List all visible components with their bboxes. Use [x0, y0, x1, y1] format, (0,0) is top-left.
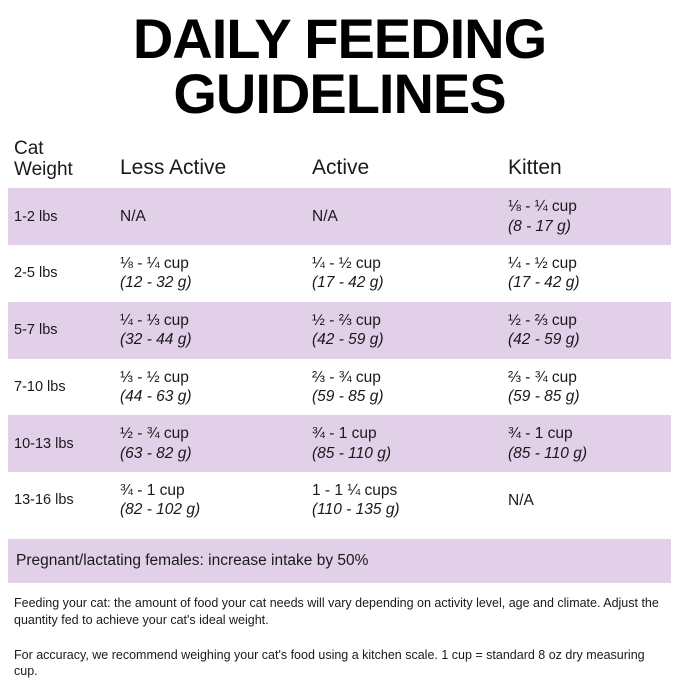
table-header-row: [8, 138, 671, 189]
cell-kitten-amount: ½ - ⅔ cup: [508, 311, 577, 329]
cell-active-grams: (110 - 135 g): [312, 501, 400, 519]
cell-kitten-amount: ¾ - 1 cup: [508, 425, 573, 443]
cell-kitten-amount: ⅔ - ¾ cup: [508, 368, 577, 386]
cell-less-active-amount: ⅓ - ½ cup: [120, 368, 189, 386]
cell-less-active: [112, 472, 304, 529]
pregnant-lactating-note: Pregnant/lactating females: increase intake by 50%: [8, 539, 671, 583]
cell-active-amount: ¼ - ½ cup: [312, 255, 381, 273]
cell-cat-weight: 13-16 lbs: [14, 492, 74, 509]
cell-active-amount: ½ - ⅔ cup: [312, 311, 381, 329]
cell-active-amount: 1 - 1 ¼ cups: [312, 482, 398, 500]
cell-active: [304, 359, 500, 416]
cell-less-active: [112, 302, 304, 359]
column-header-active: Active: [312, 156, 370, 180]
cell-kitten: [500, 302, 671, 359]
cell-less-active-amount: ½ - ¾ cup: [120, 425, 189, 443]
cell-active-amount: ⅔ - ¾ cup: [312, 368, 381, 386]
column-header-cat-weight-line-1: Cat: [14, 137, 44, 159]
cell-less-active-grams: (82 - 102 g): [120, 501, 201, 519]
column-header-cat-weight: [8, 138, 112, 189]
cell-less-active-grams: (63 - 82 g): [120, 444, 192, 462]
column-header-less-active: Less Active: [120, 156, 227, 180]
cell-less-active-amount: N/A: [120, 207, 146, 225]
table-row: [8, 359, 671, 416]
cell-kitten-grams: (17 - 42 g): [508, 274, 580, 292]
cell-active-amount: ¾ - 1 cup: [312, 425, 377, 443]
cell-less-active-grams: (12 - 32 g): [120, 274, 192, 292]
cell-active: [304, 472, 500, 529]
cell-cat-weight: 1-2 lbs: [8, 188, 112, 245]
page-title: [8, 0, 671, 125]
feeding-table: [8, 138, 671, 529]
cell-cat-weight: 2-5 lbs: [14, 265, 58, 282]
cell-less-active-grams: (32 - 44 g): [120, 331, 192, 349]
column-header-cat-weight-line-2: Weight: [14, 159, 73, 181]
cell-kitten-amount: ⅛ - ¼ cup: [508, 198, 577, 216]
table-row: [8, 188, 671, 245]
page-title-line-1: DAILY FEEDING: [132, 7, 547, 70]
cell-kitten: [500, 415, 671, 472]
column-header-kitten: Kitten: [508, 156, 562, 180]
table-row: [8, 302, 671, 359]
table-row: [8, 415, 671, 472]
cell-cat-weight: 10-13 lbs: [8, 415, 112, 472]
cell-less-active-grams: (44 - 63 g): [120, 387, 192, 405]
footnote-accuracy: For accuracy, we recommend weighing your cat's food using a kitchen scale. 1 cup = standard 8 oz dry measuring cup.: [14, 647, 645, 679]
cell-cat-weight: 5-7 lbs: [8, 302, 112, 359]
cell-active-grams: (42 - 59 g): [312, 331, 384, 349]
table-row: [8, 245, 671, 302]
cell-kitten: [500, 472, 671, 529]
table-row: [8, 472, 671, 529]
cell-kitten-amount: ¼ - ½ cup: [508, 255, 577, 273]
cell-less-active: [112, 245, 304, 302]
cell-active: [304, 188, 500, 245]
cell-active: [304, 245, 500, 302]
cell-active: [304, 415, 500, 472]
cell-active-grams: (85 - 110 g): [312, 444, 391, 462]
cell-less-active-amount: ¾ - 1 cup: [120, 482, 185, 500]
table-body: [8, 188, 671, 529]
cell-less-active: [112, 415, 304, 472]
cell-kitten: [500, 359, 671, 416]
cell-active-amount: N/A: [312, 207, 338, 225]
cell-less-active: [112, 359, 304, 416]
table-header: [8, 138, 671, 189]
cell-kitten: [500, 245, 671, 302]
cell-less-active-amount: ¼ - ⅓ cup: [120, 311, 189, 329]
cell-kitten-grams: (85 - 110 g): [508, 444, 587, 462]
cell-less-active: [112, 188, 304, 245]
cell-active: [304, 302, 500, 359]
page-title-line-2: GUIDELINES: [173, 61, 506, 125]
cell-kitten-amount: N/A: [508, 491, 534, 509]
cell-active-grams: (59 - 85 g): [312, 387, 384, 405]
cell-kitten-grams: (42 - 59 g): [508, 331, 580, 349]
cell-kitten-grams: (59 - 85 g): [508, 387, 580, 405]
cell-cat-weight: 7-10 lbs: [14, 378, 66, 395]
cell-kitten: [500, 188, 671, 245]
cell-active-grams: (17 - 42 g): [312, 274, 384, 292]
cell-less-active-amount: ⅛ - ¼ cup: [120, 255, 189, 273]
footnote-feeding-your-cat: Feeding your cat: the amount of food your cat needs will vary depending on activity level, age and climate. Adjust the quantity fed to achieve your cat's ideal weight.: [14, 595, 659, 627]
cell-kitten-grams: (8 - 17 g): [508, 217, 571, 235]
